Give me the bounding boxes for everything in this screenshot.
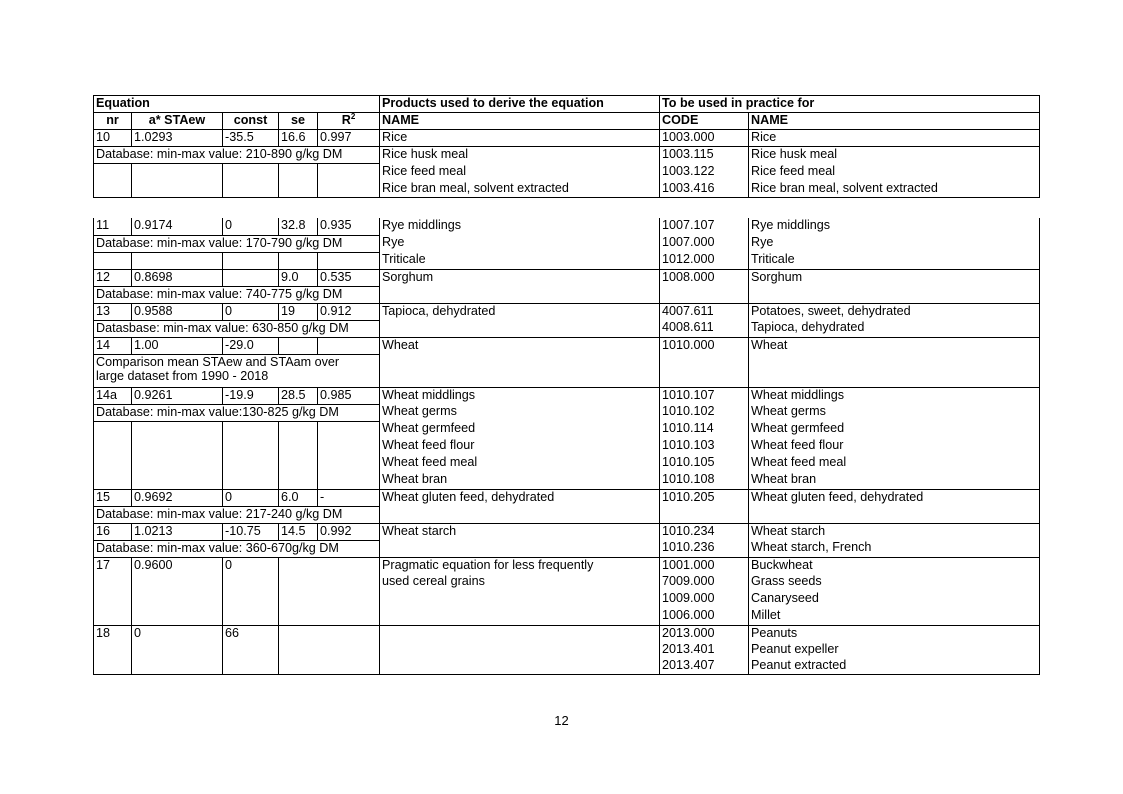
practice-name: Buckwheat [749, 557, 1040, 574]
table-row [94, 354, 1040, 387]
product-name: Rice bran meal, solvent extracted [380, 181, 660, 198]
eq-r2: 0.997 [318, 130, 380, 147]
eq-a: 0 [132, 625, 223, 642]
practice-name: Wheat starch, French [749, 540, 1040, 557]
database-range: Database: min-max value: 360-670g/kg DM [94, 540, 380, 557]
product-name: used cereal grains [380, 574, 660, 591]
code: 1007.107 [660, 218, 749, 235]
table-row [94, 387, 1040, 404]
code: 1008.000 [660, 269, 749, 286]
table-row [94, 269, 1040, 286]
product-name: Wheat feed meal [380, 455, 660, 472]
code: 1010.205 [660, 489, 749, 506]
product-name: Wheat gluten feed, dehydrated [380, 489, 660, 506]
code: 4007.611 [660, 303, 749, 320]
code: 1010.236 [660, 540, 749, 557]
table-row [94, 286, 1040, 303]
practice-name: Sorghum [749, 269, 1040, 286]
product-name: Rice feed meal [380, 164, 660, 181]
code: 1006.000 [660, 608, 749, 625]
eq-const: -35.5 [223, 130, 279, 147]
table-row [94, 489, 1040, 506]
eq-a: 0.9174 [132, 218, 223, 235]
eq-se: 19 [279, 303, 318, 320]
product-name: Wheat feed flour [380, 438, 660, 455]
col-name-practice: NAME [749, 113, 1040, 130]
page-number: 12 [554, 713, 569, 728]
eq-a: 0.9692 [132, 489, 223, 506]
product-name: Rice husk meal [380, 147, 660, 164]
table-row [94, 235, 1040, 252]
code: 2013.401 [660, 642, 749, 658]
eq-const: 0 [223, 489, 279, 506]
eq-const: 66 [223, 625, 279, 642]
table-row [94, 506, 1040, 523]
code: 1010.108 [660, 472, 749, 489]
col-const: const [223, 113, 279, 130]
col-name-products: NAME [380, 113, 660, 130]
code: 1012.000 [660, 252, 749, 269]
table-row [94, 642, 1040, 658]
eq-r2: - [318, 489, 380, 506]
code: 1010.234 [660, 523, 749, 540]
product-name: Wheat middlings [380, 387, 660, 404]
eq-nr: 16 [94, 523, 132, 540]
table-row [94, 455, 1040, 472]
eq-r2: 0.935 [318, 218, 380, 235]
eq-const [223, 269, 279, 286]
table-row [94, 320, 1040, 337]
col-a-staew: a* STAew [132, 113, 223, 130]
eq-se: 32.8 [279, 218, 318, 235]
table-row [94, 303, 1040, 320]
practice-name: Wheat gluten feed, dehydrated [749, 489, 1040, 506]
eq-a: 0.8698 [132, 269, 223, 286]
table-row [94, 421, 1040, 438]
practice-name: Triticale [749, 252, 1040, 269]
product-name: Wheat germfeed [380, 421, 660, 438]
code: 1001.000 [660, 557, 749, 574]
database-range: Database: min-max value: 740-775 g/kg DM [94, 286, 380, 303]
col-se: se [279, 113, 318, 130]
products-header: Products used to derive the equation [380, 96, 660, 113]
table-row [94, 181, 1040, 198]
eq-nr: 12 [94, 269, 132, 286]
code: 1010.114 [660, 421, 749, 438]
eq-r2 [318, 337, 380, 354]
product-name: Wheat germs [380, 404, 660, 421]
product-name: Pragmatic equation for less frequently [380, 557, 660, 574]
eq-nr: 13 [94, 303, 132, 320]
table-row [94, 164, 1040, 181]
table-row [94, 252, 1040, 269]
table-row [94, 472, 1040, 489]
code: 2013.407 [660, 658, 749, 674]
table-row [94, 557, 1040, 574]
eq-se [279, 337, 318, 354]
practice-name: Peanuts [749, 625, 1040, 642]
practice-name: Wheat germfeed [749, 421, 1040, 438]
code: 1010.105 [660, 455, 749, 472]
practice-name: Peanut expeller [749, 642, 1040, 658]
table-row [94, 438, 1040, 455]
code: 7009.000 [660, 574, 749, 591]
practice-name: Wheat bran [749, 472, 1040, 489]
table-row [94, 591, 1040, 608]
code: 1010.000 [660, 337, 749, 354]
table-row [94, 625, 1040, 642]
product-name: Wheat [380, 337, 660, 354]
eq-const: 0 [223, 218, 279, 235]
practice-name: Rice husk meal [749, 147, 1040, 164]
eq-nr: 14 [94, 337, 132, 354]
eq-nr: 10 [94, 130, 132, 147]
database-range: Database: min-max value:130-825 g/kg DM [94, 404, 380, 421]
eq-const: 0 [223, 303, 279, 320]
eq-r2: 0.985 [318, 387, 380, 404]
product-name: Wheat bran [380, 472, 660, 489]
eq-se: 6.0 [279, 489, 318, 506]
practice-name: Rye middlings [749, 218, 1040, 235]
code: 1007.000 [660, 235, 749, 252]
practice-name: Wheat germs [749, 404, 1040, 421]
practice-name: Canaryseed [749, 591, 1040, 608]
eq-se: 14.5 [279, 523, 318, 540]
product-name: Rye middlings [380, 218, 660, 235]
code: 1003.000 [660, 130, 749, 147]
product-name: Tapioca, dehydrated [380, 303, 660, 320]
table-row [94, 523, 1040, 540]
code: 1009.000 [660, 591, 749, 608]
practice-name: Rice [749, 130, 1040, 147]
col-code: CODE [660, 113, 749, 130]
equation-header: Equation [94, 96, 380, 113]
eq-const: 0 [223, 557, 279, 574]
practice-name: Wheat middlings [749, 387, 1040, 404]
practice-header: To be used in practice for [660, 96, 1040, 113]
table-row [94, 218, 1040, 235]
col-nr: nr [94, 113, 132, 130]
code: 1010.102 [660, 404, 749, 421]
eq-nr: 17 [94, 557, 132, 574]
database-range: Database: min-max value: 170-790 g/kg DM [94, 235, 380, 252]
practice-name: Rice feed meal [749, 164, 1040, 181]
database-range: Datasbase: min-max value: 630-850 g/kg DM [94, 320, 380, 337]
practice-name: Wheat feed flour [749, 438, 1040, 455]
table-row [94, 130, 1040, 147]
product-name: Rye [380, 235, 660, 252]
practice-name: Millet [749, 608, 1040, 625]
equation-table-part2 [93, 218, 1040, 675]
product-name: Rice [380, 130, 660, 147]
code: 2013.000 [660, 625, 749, 642]
practice-name: Potatoes, sweet, dehydrated [749, 303, 1040, 320]
eq-const: -29.0 [223, 337, 279, 354]
table-row [94, 404, 1040, 421]
product-name: Wheat starch [380, 523, 660, 540]
table-row [94, 337, 1040, 354]
eq-r2: 0.992 [318, 523, 380, 540]
eq-a: 1.0213 [132, 523, 223, 540]
equation-table-part1 [93, 95, 1040, 198]
eq-r2: 0.535 [318, 269, 380, 286]
table-row [94, 540, 1040, 557]
practice-name: Wheat starch [749, 523, 1040, 540]
database-range: Database: min-max value: 210-890 g/kg DM [94, 147, 380, 164]
practice-name: Rice bran meal, solvent extracted [749, 181, 1040, 198]
eq-nr: 11 [94, 218, 132, 235]
eq-nr: 18 [94, 625, 132, 642]
eq-a: 1.00 [132, 337, 223, 354]
code: 1003.416 [660, 181, 749, 198]
eq-a: 1.0293 [132, 130, 223, 147]
product-name: Triticale [380, 252, 660, 269]
comparison-note: Comparison mean STAew and STAam over large dataset from 1990 - 2018 [94, 354, 380, 387]
database-range: Database: min-max value: 217-240 g/kg DM [94, 506, 380, 523]
practice-name: Grass seeds [749, 574, 1040, 591]
code: 1003.115 [660, 147, 749, 164]
col-r2: $R^2$ [318, 113, 380, 130]
eq-nr: 15 [94, 489, 132, 506]
product-name: Sorghum [380, 269, 660, 286]
table-row [94, 574, 1040, 591]
code: 4008.611 [660, 320, 749, 337]
practice-name: Tapioca, dehydrated [749, 320, 1040, 337]
eq-a: 0.9600 [132, 557, 223, 574]
code: 1003.122 [660, 164, 749, 181]
eq-r2: 0.912 [318, 303, 380, 320]
code: 1010.103 [660, 438, 749, 455]
eq-se: 28.5 [279, 387, 318, 404]
eq-nr: 14a [94, 387, 132, 404]
table-row [94, 608, 1040, 625]
table-row [94, 147, 1040, 164]
code: 1010.107 [660, 387, 749, 404]
eq-se: 9.0 [279, 269, 318, 286]
eq-se: 16.6 [279, 130, 318, 147]
practice-name: Wheat feed meal [749, 455, 1040, 472]
practice-name: Peanut extracted [749, 658, 1040, 674]
eq-const: -19.9 [223, 387, 279, 404]
table-row [94, 658, 1040, 674]
eq-a: 0.9261 [132, 387, 223, 404]
eq-const: -10.75 [223, 523, 279, 540]
practice-name: Wheat [749, 337, 1040, 354]
eq-a: 0.9588 [132, 303, 223, 320]
practice-name: Rye [749, 235, 1040, 252]
